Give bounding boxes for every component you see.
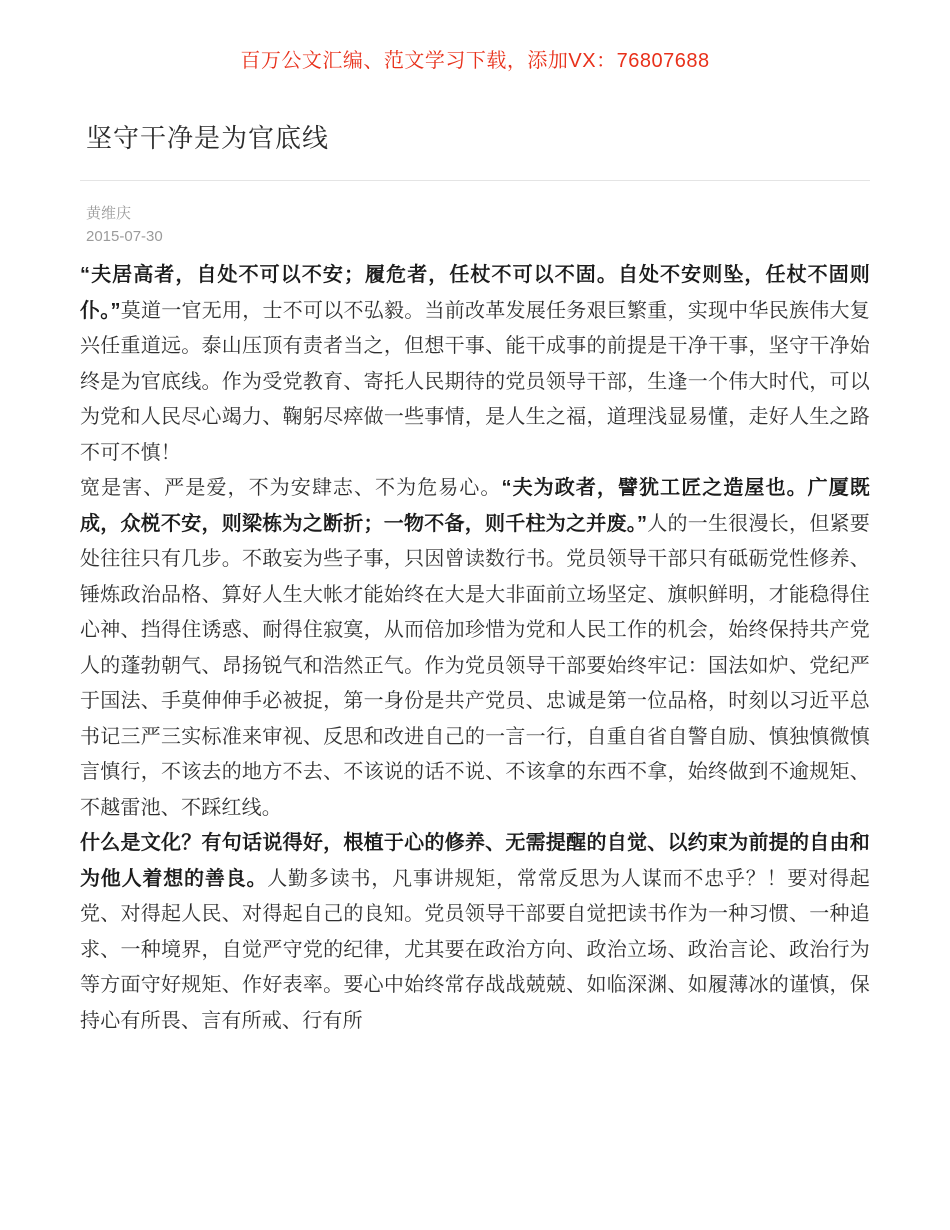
- paragraph-run: 人勤多读书，凡事讲规矩，常常反思为人谋而不忠乎？！要对得起党、对得起人民、对得起自己的良知。党员领导干部要自觉把读书作为一种习惯、一种追求、一种境界，自觉严守党的纪律，尤其要在政治方向、政治立场、政治言论、政治行为等方面守好规矩、作好表率。要心中始终常存战战兢兢、如临深渊、如履薄冰的谨慎，保持心有所畏、言有所戒、行有所: [80, 867, 870, 1032]
- promo-banner: 百万公文汇编、范文学习下载，添加VX：76807688: [240, 50, 710, 72]
- paragraph-run-bold: “夫居高者，自处不可以不安；履危者，任杖不可以不固。自处不安则坠，任杖不固则仆。”: [80, 264, 870, 322]
- document-body: [80, 73, 870, 1039]
- author-name: 黄维庆: [86, 205, 132, 222]
- article-paragraph: [80, 258, 870, 471]
- paragraph-run: 宽是害、严是爱，不为安肆志、不为危易心。: [80, 477, 502, 499]
- paragraph-run: 人的一生很漫长，但紧要处往往只有几步。不敢妄为些子事，只因曾读数行书。党员领导干部只有砥砺党性修养、锤炼政治品格、算好人生大帐才能始终在大是大非面前立场坚定、旗帜鲜明，才能稳得住心神、挡得住诱惑、耐得住寂寞，从而倍加珍惜为党和人民工作的机会，始终保持共产党人的蓬勃朝气、昂扬锐气和浩然正气。作为党员领导干部要始终牢记：国法如炉、党纪严于国法、手莫伸伸手必被捉，第一身份是共产党员、忠诚是第一位品格，时刻以习近平总书记三严三实标准来审视、反思和改进自己的一言一行，自重自省自警自励、慎独慎微慎言慎行，不该去的地方不去、不该说的话不说、不该拿的东西不拿，始终做到不逾规矩、不越雷池、不踩红线。: [80, 512, 870, 819]
- paragraph-run: 莫道一官无用，士不可以不弘毅。当前改革发展任务艰巨繁重，实现中华民族伟大复兴任重道远。泰山压顶有责者当之，但想干事、能干成事的前提是干净干事，坚守干净始终是为官底线。作为受党教育、寄托人民期待的党员领导干部，生逢一个伟大时代，可以为党和人民尽心竭力、鞠躬尽瘁做一些事情，是人生之福，道理浅显易懂，走好人生之路不可不慎！: [80, 299, 870, 464]
- article-paragraph: [80, 471, 870, 826]
- document-meta: [86, 203, 870, 248]
- paragraph-run-bold: 什么是文化？有句话说得好，根植于心的修养、无需提醒的自觉、以约束为前提的自由和为他人着想的善良。: [80, 832, 870, 890]
- publish-date: 2015-07-30: [86, 228, 163, 245]
- article-paragraph: [80, 826, 870, 1039]
- article-content: [80, 258, 870, 1039]
- paragraph-run-bold: “夫为政者，譬犹工匠之造屋也。广厦既成，众棁不安，则梁栋为之断折；一物不备，则千柱为之并废。”: [80, 477, 870, 535]
- title-divider: [80, 180, 870, 181]
- page-title: 坚守干净是为官底线: [86, 123, 330, 153]
